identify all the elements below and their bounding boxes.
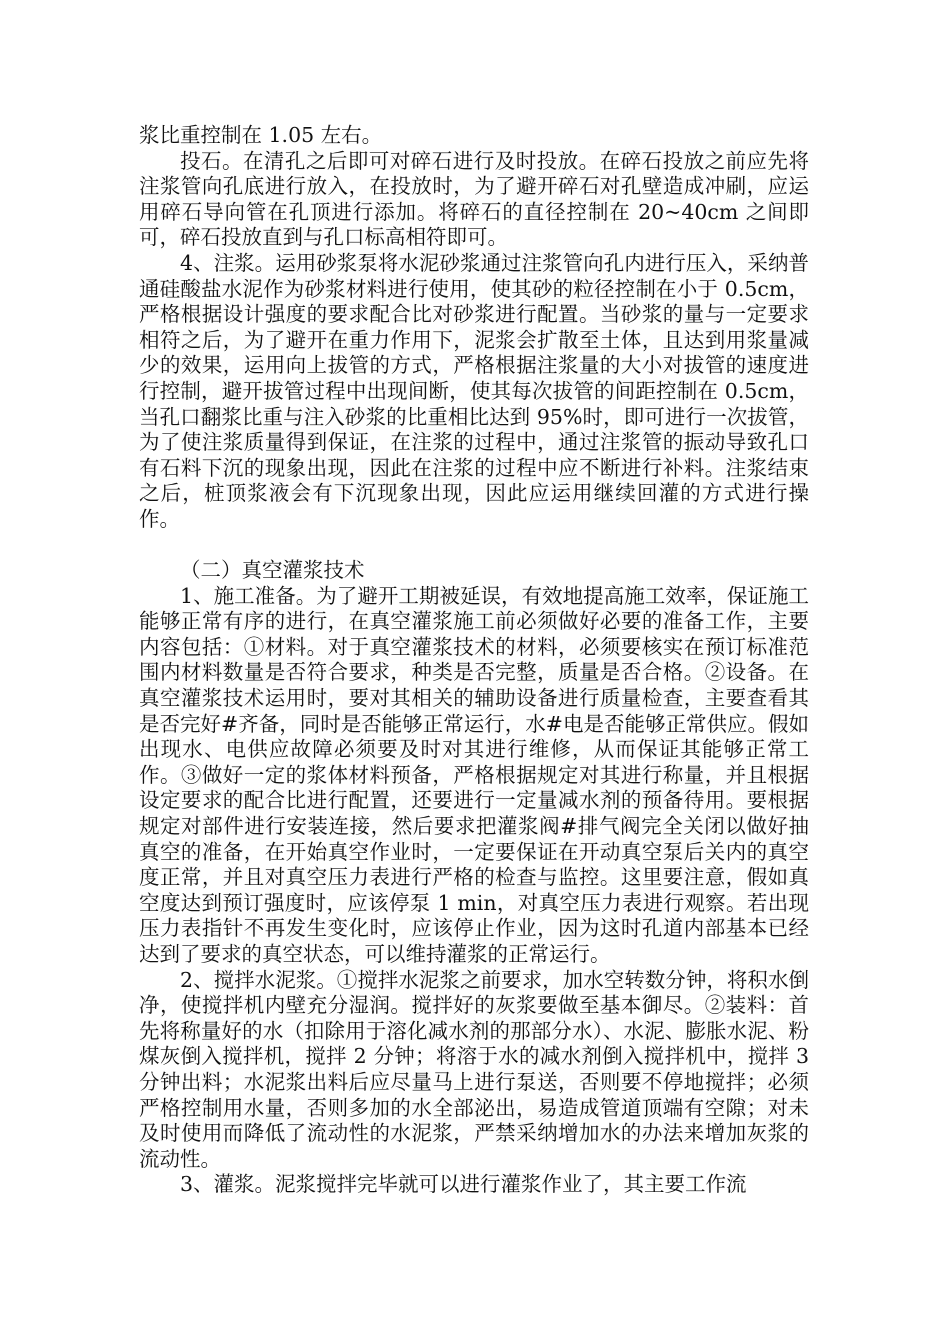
paragraph-grouting-process: 3、灌浆。泥浆搅拌完毕就可以进行灌浆作业了，其主要工作流: [180, 1172, 747, 1197]
document-page: [139, 123, 809, 1198]
paragraph-grouting: 4、注浆。运用砂浆泵将水泥砂浆通过注浆管向孔内进行压入，采纳普通硅酸盐水泥作为砂浆材料进行使用，使其砂的粒径控制在小于 0.5cm，严格根据设计强度的要求配合比对砂浆进行配置。当砂浆的量与一定要求相符之后，为了避开在重力作用下，泥浆会扩散至土体，且达到用浆量减少的效果，运用向上拔管的方式，严格根据注浆量的大小对拔管的速度进行控制，避开拔管过程中出现间断，使其每次拔管的间距控制在 0.5cm，当孔口翻浆比重与注入砂浆的比重相比达到 95%时，即可进行一次拔管，为了使注浆质量得到保证，在注浆的过程中，通过注浆管的振动导致孔口有石料下沉的现象出现，因此在注浆的过程中应不断进行补料。注浆结束之后，桩顶浆液会有下沉现象出现，因此应运用继续回灌的方式进行操作。: [139, 250, 809, 531]
paragraph-stone-filling: 投石。在清孔之后即可对碎石进行及时投放。在碎石投放之前应先将注浆管向孔底进行放入，在投放时，为了避开碎石对孔壁造成冲刷，应运用碎石导向管在孔顶进行添加。将碎石的直径控制在 20~40cm 之间即可，碎石投放直到与孔口标高相符即可。: [139, 148, 809, 250]
paragraph-continuation: 浆比重控制在 1.05 左右。: [139, 123, 383, 147]
paragraph-mixing-cement-slurry: 2、搅拌水泥浆。①搅拌水泥浆之前要求，加水空转数分钟，将积水倒净，使搅拌机内壁充分湿润。搅拌好的灰浆要做至基本御尽。②装料：首先将称量好的水（扣除用于溶化减水剂的那部分水）、水泥、膨胀水泥、粉煤灰倒入搅拌机，搅拌 2 分钟；将溶于水的减水剂倒入搅拌机中，搅拌 3 分钟出料；水泥浆出料后应尽量马上进行泵送，否则要不停地搅拌；必须严格控制用水量，否则多加的水全部泌出，易造成管道顶端有空隙；对未及时使用而降低了流动性的水泥浆，严禁采纳增加水的办法来增加灰浆的流动性。: [139, 967, 809, 1171]
section-heading-vacuum-grouting: （二）真空灌浆技术: [180, 558, 365, 583]
paragraph-gap: [139, 533, 809, 559]
paragraph-construction-preparation: 1、施工准备。为了避开工期被延误，有效地提高施工效率，保证施工能够正常有序的进行，在真空灌浆施工前必须做好必要的准备工作，主要内容包括：①材料。对于真空灌浆技术的材料，必须要核实在预订标准范围内材料数量是否符合要求，种类是否完整，质量是否合格。②设备。在真空灌浆技术运用时，要对其相关的辅助设备进行质量检查，主要查看其是否完好#齐备，同时是否能够正常运行，水#电是否能够正常供应。假如出现水、电供应故障必须要及时对其进行维修，从而保证其能够正常工作。③做好一定的浆体材料预备，严格根据规定对其进行称量，并且根据设定要求的配合比进行配置，还要进行一定量减水剂的预备待用。要根据规定对部件进行安装连接，然后要求把灌浆阀#排气阀完全关闭以做好抽真空的准备，在开始真空作业时，一定要保证在开动真空泵后关内的真空度正常，并且对真空压力表进行严格的检查与监控。这里要注意，假如真空度达到预订强度时，应该停泵 1 min，对真空压力表进行观察。若出现压力表指针不再发生变化时，应该停止作业，因为这时孔道内部基本已经达到了要求的真空状态，可以维持灌浆的正常运行。: [139, 583, 809, 966]
